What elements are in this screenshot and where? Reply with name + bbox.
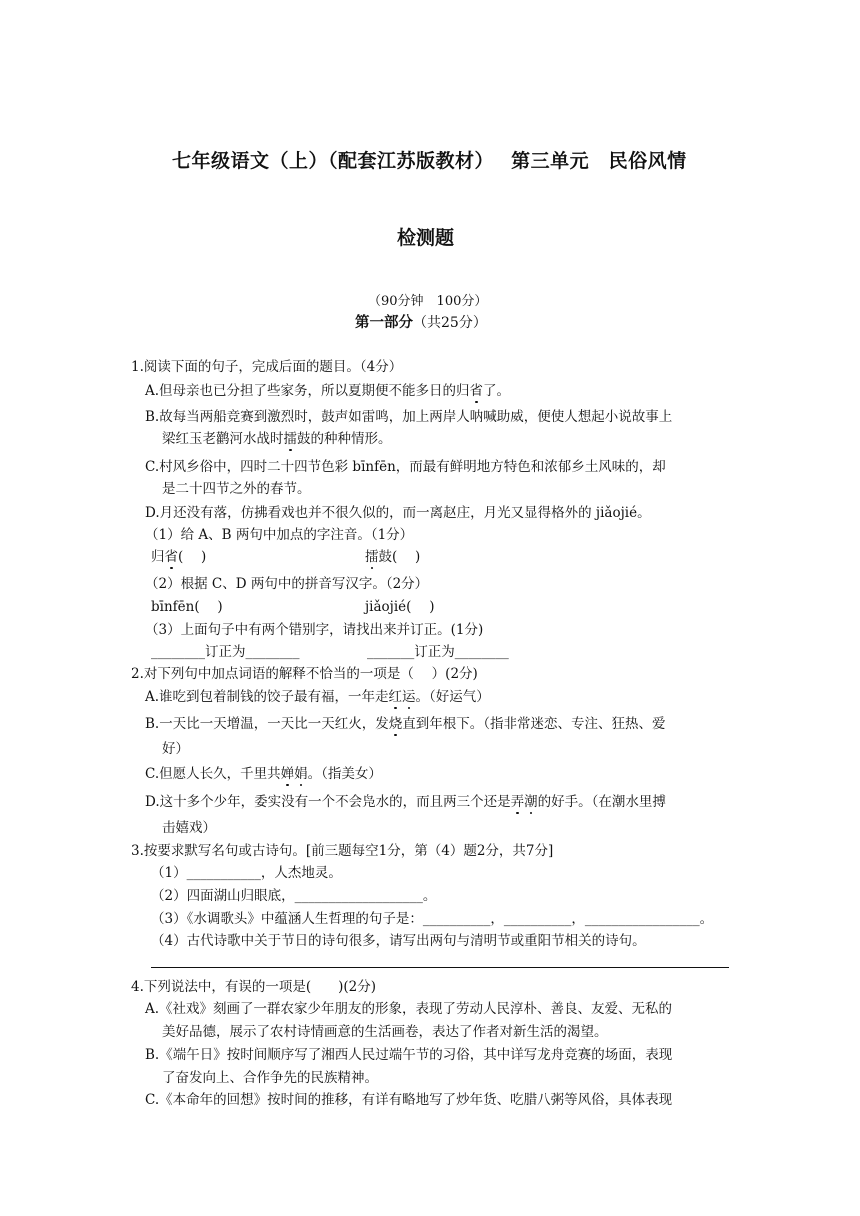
q1-a-text-end: 了。 [483,383,511,399]
answer-blank: ( ) [178,549,207,565]
q2-option-b-line2: 好） [162,741,189,757]
q1-sub2: （2）根据 C、D 两句中的拼音写汉字。（2分） [145,576,429,592]
q1-sub1-left [151,547,206,567]
q1-sub1-left-text: 归 [151,549,165,565]
q2-option-c [145,764,382,784]
q3-sub3: （3）《水调歌头》中蕴涵人生哲理的句子是：__________，__________，_________________。 [151,911,714,927]
q4-option-a-line2: 美好品德，展示了农村诗情画意的生活画卷，表达了作者对新生活的渴望。 [162,1024,608,1040]
q1-b-text-end: 鼓的种种情形。 [297,431,392,447]
exam-meta: （90分钟 100分） [368,294,488,309]
q4-stem: 4.下列说法中，有误的一项是( )(2分) [131,979,377,995]
q1-sub2-right: jiǎojié( ) [365,599,435,615]
q2-option-d-line2: 击嬉戏） [162,820,216,836]
q1-sub1: （1）给 A、B 两句中加点的字注音。（1分） [145,527,414,543]
q2-option-d-line1 [145,792,666,812]
answer-line [151,967,729,968]
document-title: 七年级语文（上）（配套江苏版教材） 第三单元 民俗风情 [172,150,687,172]
dotted-char: 潮 [524,794,538,810]
q2-d-text: D.这十多个少年，委实没有一个不会凫水的，而且两三个还是 [145,794,511,810]
q1-a-text: A.但母亲也已分担了些家务，所以夏期便不能多日的归 [145,383,470,399]
q4-option-a-line1: A.《社戏》刻画了一群农家少年朋友的形象，表现了劳动人民淳朴、善良、友爱、无私的 [145,1001,673,1017]
q1-stem: 1.阅读下面的句子，完成后面的题目。（4分） [131,359,403,375]
q4-option-b-line2: 了奋发向上、合作争先的民族精神。 [162,1070,378,1086]
dotted-char: 娟 [294,766,308,782]
q3-sub2: （2）四面湖山归眼底，___________________。 [151,888,437,904]
answer-blank: 鼓( ) [378,549,421,565]
q1-option-a [145,381,510,401]
q1-option-d: D.月还没有落，仿拂看戏也并不很久似的，而一离赵庄，月光又显得格外的 jiǎojié。 [145,505,651,521]
dotted-char: 擂 [365,549,379,565]
q2-b-text-end: 直到年根下。（指非常迷恋、专注、狂热、爱 [402,716,666,732]
dotted-char: 红 [388,689,403,705]
q2-a-text: A.谁吃到包着制钱的饺子最有福，一年走 [145,689,389,705]
dotted-char: 运 [402,689,416,705]
document-subtitle: 检测题 [397,227,455,249]
q3-sub1: （1）___________，人杰地灵。 [151,865,342,881]
q1-sub3: （3）上面句子中有两个错别字，请找出来并订正。(1分) [145,622,484,638]
q2-stem: 2.对下列句中加点词语的解释不恰当的一项是（ ）(2分) [131,666,478,682]
dotted-char: 省 [164,549,178,565]
q1-sub1-right [365,547,420,567]
q1-sub3-left: ________订正为________ [151,644,300,660]
q2-c-text: C.但愿人长久，千里共 [145,766,281,782]
q1-sub3-right: _______订正为________ [367,644,509,660]
part-heading [355,311,487,332]
q1-option-c-line2: 是二十四节之外的春节。 [162,481,311,497]
q2-c-text-end: 。（指美女） [307,766,382,782]
q2-a-text-end: 。（好运气） [415,689,490,705]
q2-b-text: B.一天比一天增温，一天比一天红火，发 [145,716,389,732]
q3-stem: 3.按要求默写名句或古诗句。[前三题每空1分，第（4）题2分，共7分] [131,843,554,859]
q4-option-b-line1: B.《端午日》按时间顺序写了湘西人民过端午节的习俗，其中详写龙舟竞赛的场面，表现 [145,1047,673,1063]
q2-option-b-line1 [145,714,665,734]
q2-option-a [145,687,490,707]
dotted-char: 婵 [280,766,295,782]
q1-option-b-line1: B.故每当两船竞赛到激烈时，鼓声如雷鸣，加上两岸人呐喊助威，便使人想起小说故事上 [145,409,673,425]
part-label: 第一部分 [355,315,413,331]
q1-option-b-line2 [162,429,392,449]
dotted-char: 擂 [283,431,297,447]
part-note: （共25分） [413,315,487,331]
q4-option-c-line1: C.《本命年的回想》按时间的推移，有详有略地写了炒年货、吃腊八粥等风俗，具体表现 [145,1092,673,1108]
dotted-char: 烧 [388,716,403,732]
q2-d-text-end: 的好手。（在潮水里搏 [537,794,666,810]
q1-b-text: 梁红玉老鹳河水战时 [162,431,284,447]
q3-sub4: （4）古代诗歌中关于节日的诗句很多，请写出两句与清明节或重阳节相关的诗句。 [151,933,646,949]
q1-option-c-line1: C.村风乡俗中，四时二十四节色彩 bīnfēn，而最有鲜明地方特色和浓郁乡土风味的，却 [145,459,666,475]
q1-sub2-left: bīnfēn( ) [151,599,223,615]
dotted-char: 省 [469,383,484,399]
dotted-char: 弄 [510,794,525,810]
